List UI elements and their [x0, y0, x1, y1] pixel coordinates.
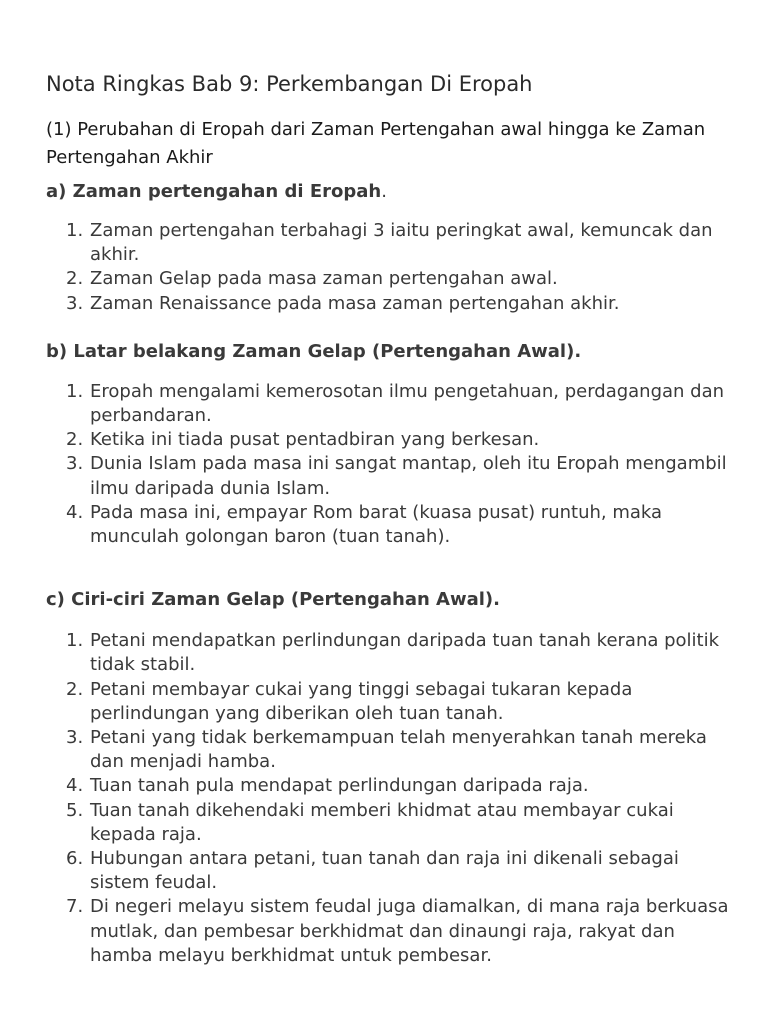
list-item: 6. Hubungan antara petani, tuan tanah dan raja ini dikenali sebagai sistem feudal. — [66, 848, 679, 894]
list-item: 2. Petani membayar cukai yang tinggi sebagai tukaran kepada perlindungan yang diberikan oleh tuan tanah. — [66, 678, 633, 724]
section-b-heading: b) Latar belakang Zaman Gelap (Pertengahan Awal). — [46, 340, 582, 362]
list-item: 3. Petani yang tidak berkemampuan telah menyerahkan tanah mereka dan menjadi hamba. — [66, 727, 707, 773]
section-a-heading-suffix: . — [381, 181, 387, 202]
document-page — [46, 70, 736, 968]
list-item: 1. Petani mendapatkan perlindungan daripada tuan tanah kerana politik tidak stabil. — [66, 630, 720, 676]
list-item: 3. Dunia Islam pada masa ini sangat mantap, oleh itu Eropah mengambil ilmu daripada dunia Islam. — [66, 453, 727, 499]
section-c-heading: c) Ciri-ciri Zaman Gelap (Pertengahan Awal). — [46, 589, 500, 611]
section-c-list — [46, 629, 736, 968]
list-item: 4. Tuan tanah pula mendapat perlindungan daripada raja. — [66, 775, 589, 797]
section-b-list — [46, 380, 736, 549]
document-title: Nota Ringkas Bab 9: Perkembangan Di Eropah — [46, 72, 533, 96]
list-item: 3. Zaman Renaissance pada masa zaman pertengahan akhir. — [66, 292, 620, 314]
section-a-heading-text: a) Zaman pertengahan di Eropah — [46, 181, 382, 202]
list-item: 5. Tuan tanah dikehendaki memberi khidmat atau membayar cukai kepada raja. — [66, 799, 674, 845]
list-item: 7. Di negeri melayu sistem feudal juga diamalkan, di mana raja berkuasa mutlak, dan pembesar berkhidmat dan dinaungi raja, rakyat dan hamba melayu berkhidmat untuk pembesar. — [66, 896, 729, 966]
list-item: 4. Pada masa ini, empayar Rom barat (kuasa pusat) runtuh, maka munculah golongan baron (tuan tanah). — [66, 501, 663, 548]
list-item: 2. Zaman Gelap pada masa zaman pertengahan awal. — [66, 268, 558, 290]
list-item: 2. Ketika ini tiada pusat pentadbiran yang berkesan. — [66, 429, 540, 451]
list-item: 1. Eropah mengalami kemerosotan ilmu pengetahuan, perdagangan dan perbandaran. — [66, 380, 725, 427]
intro-paragraph: (1) Perubahan di Eropah dari Zaman Pertengahan awal hingga ke Zaman Pertengahan Akhir — [46, 119, 706, 168]
section-a-list — [46, 219, 736, 316]
list-item: 1. Zaman pertengahan terbahagi 3 iaitu peringkat awal, kemuncak dan akhir. — [66, 220, 713, 266]
section-a-heading — [46, 179, 736, 205]
